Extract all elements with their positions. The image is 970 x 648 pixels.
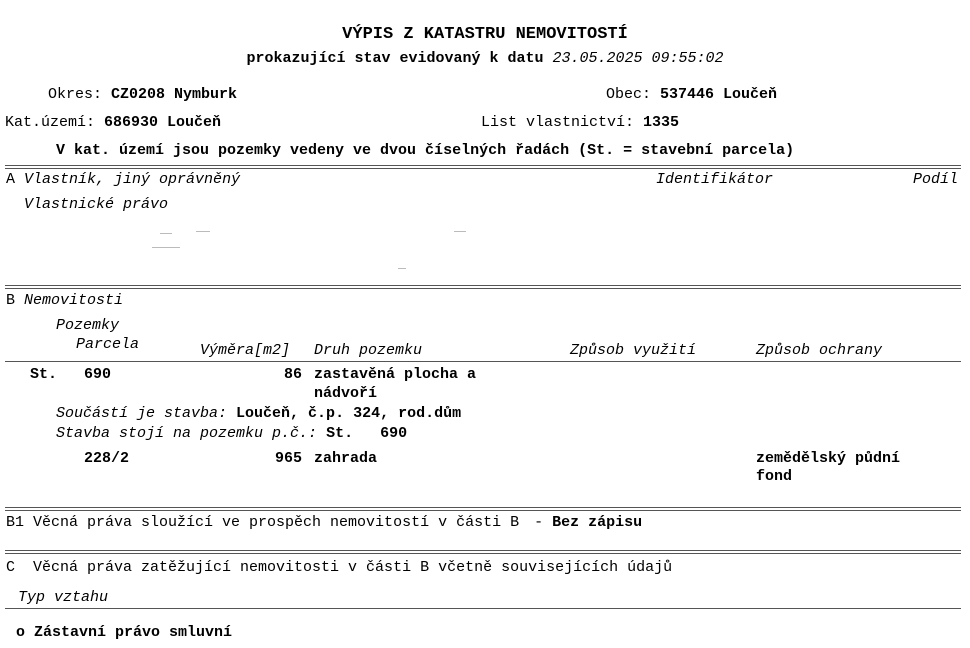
section-b1-dash: - xyxy=(534,514,544,531)
section-b-divider xyxy=(5,285,961,289)
row2-ochrana-line2: fond xyxy=(756,468,793,485)
col-druh: Druh pozemku xyxy=(314,342,423,359)
section-a-divider xyxy=(5,165,961,169)
obec-label: Obec: xyxy=(606,86,652,103)
row1-druh-line1: zastavěná plocha a xyxy=(314,366,477,383)
section-b1-status: Bez zápisu xyxy=(552,514,643,531)
row2-parcela: 228/2 xyxy=(84,450,130,467)
lv-value: 1335 xyxy=(643,114,680,131)
lv-label: List vlastnictví: xyxy=(481,114,635,131)
section-c-title: C Věcná práva zatěžující nemovitosti v části B včetně souvisejících údajů xyxy=(6,559,673,576)
redaction-mark xyxy=(160,233,172,234)
redaction-mark xyxy=(398,268,406,269)
pozemky-subtitle: Pozemky xyxy=(56,317,120,334)
row1-prefix: St. xyxy=(30,366,58,383)
stavba-value: Loučeň, č.p. 324, rod.dům xyxy=(236,405,462,422)
row2-ochrana-line1: zemědělský půdní xyxy=(756,450,901,467)
okres-value: CZ0208 Nymburk xyxy=(111,86,238,103)
obec-value: 537446 Loučeň xyxy=(660,86,778,103)
ownership-subtitle: Vlastnické právo xyxy=(24,196,169,213)
col-zpusob-ochrany: Způsob ochrany xyxy=(756,342,883,359)
lien-item xyxy=(16,624,232,642)
section-a-title: Vlastník, jiný oprávněný xyxy=(24,171,241,188)
section-b-label: B xyxy=(6,292,16,309)
col-parcela: Parcela xyxy=(76,336,140,353)
col-zpusob-vyuziti: Způsob využití xyxy=(570,342,697,359)
section-a-label: A xyxy=(6,171,16,188)
row1-druh-line2: nádvoří xyxy=(314,385,378,402)
lien-type: Zástavní právo smluvní xyxy=(34,624,233,641)
col-identifier: Identifikátor xyxy=(656,171,774,188)
row1-vymera: 86 xyxy=(283,366,302,383)
page-subtitle xyxy=(0,50,970,68)
bullet-icon: o xyxy=(16,624,26,641)
section-c-divider xyxy=(5,550,961,554)
okres-row xyxy=(48,86,237,104)
table-header-divider xyxy=(5,361,961,362)
redaction-mark xyxy=(196,231,210,232)
okres-label: Okres: xyxy=(48,86,103,103)
subtitle-date: 23.05.2025 09:55:02 xyxy=(552,50,724,67)
obec-row xyxy=(606,86,777,104)
col-share: Podíl xyxy=(913,171,959,188)
subtitle-text: prokazující stav evidovaný k datu xyxy=(246,50,544,67)
row1-parcela: 690 xyxy=(84,366,112,383)
stoji-label: Stavba stojí na pozemku p.č.: xyxy=(56,425,318,442)
numbering-note: V kat. území jsou pozemky vedeny ve dvou číselných řadách (St. = stavební parcela) xyxy=(56,142,795,159)
typ-vztahu-header: Typ vztahu xyxy=(18,589,109,606)
col-vymera: Výměra[m2] xyxy=(200,342,291,359)
stavba-label: Součástí je stavba: xyxy=(56,405,228,422)
section-b-title: Nemovitosti xyxy=(24,292,124,309)
lv-row xyxy=(481,114,679,132)
section-b1-divider xyxy=(5,507,961,511)
row1-stoji xyxy=(56,425,407,443)
section-b1-row xyxy=(6,514,642,532)
katuzemi-value: 686930 Loučeň xyxy=(104,114,222,131)
section-b1-text: B1 Věcná práva sloužící ve prospěch nemovitostí v části B xyxy=(6,514,520,531)
page-title: VÝPIS Z KATASTRU NEMOVITOSTÍ xyxy=(342,25,628,44)
katuzemi-label: Kat.území: xyxy=(5,114,96,131)
row2-druh: zahrada xyxy=(314,450,378,467)
redaction-mark xyxy=(454,231,466,232)
stoji-value: St. 690 xyxy=(326,425,408,442)
katuzemi-row xyxy=(5,114,221,132)
redaction-mark xyxy=(152,247,180,248)
row1-stavba xyxy=(56,405,461,423)
section-b-header xyxy=(6,292,123,310)
typ-vztahu-divider xyxy=(5,608,961,609)
section-a-header xyxy=(6,171,240,189)
row2-vymera: 965 xyxy=(274,450,302,467)
